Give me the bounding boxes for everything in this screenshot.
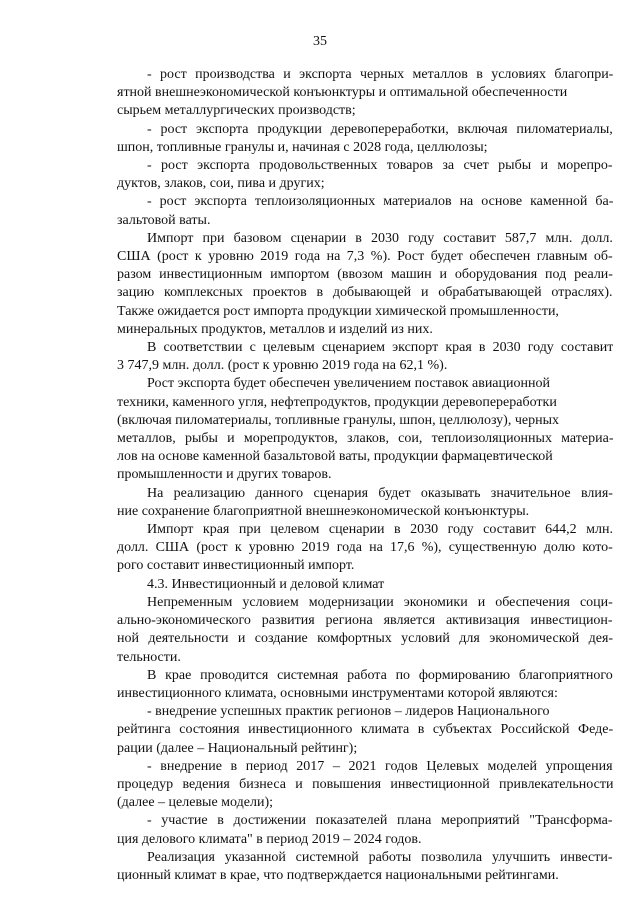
text-line: разом инвестиционным импортом (ввозом машин и оборудования под реали- (117, 267, 613, 283)
paragraph (117, 193, 613, 229)
text-line: (далее – целевые модели); (117, 795, 273, 811)
page-number: 35 (313, 34, 327, 49)
paragraph (117, 667, 613, 703)
text-line: Реализация указанной системной работы позволила улучшить инвести- (147, 849, 613, 865)
text-line: минеральных продуктов, металлов и изделий из них. (117, 321, 433, 337)
text-line: Импорт при базовом сценарии в 2030 году составит 587,7 млн. долл. (147, 230, 613, 246)
text-line: ние сохранение благоприятной внешнеэкономической конъюнктуры. (117, 503, 530, 519)
paragraph (117, 849, 613, 885)
paragraph (117, 521, 613, 576)
text-line: - рост производства и экспорта черных металлов в условиях благопри- (147, 67, 613, 82)
text-line: - рост экспорта теплоизоляционных материалов на основе каменной ба- (147, 194, 613, 210)
text-line: лов на основе каменной базальтовой ваты, продукции фармацевтической (117, 449, 553, 465)
text-line: ционный климат в крае, что подтверждается национальными рейтингами. (117, 867, 559, 883)
paragraph (117, 758, 613, 813)
paragraph (117, 339, 613, 375)
text-line: долл. США (рост к уровню 2019 года на 17,6 %), существенную долю кото- (117, 540, 613, 556)
text-line: зацию комплексных проектов в добывающей и обрабатывающей отраслях). (117, 285, 613, 301)
text-line: 4.3. Инвестиционный и деловой климат (147, 576, 385, 592)
text-line: Рост экспорта будет обеспечен увеличением поставок авиационной (147, 376, 550, 392)
paragraph (117, 576, 613, 594)
text-line: техники, каменного угля, нефтепродуктов, продукции деревопереработки (117, 394, 557, 410)
paragraph (117, 485, 613, 521)
text-line: (включая пиломатериалы, топливные гранулы, шпон, целлюлозу), черных (117, 412, 559, 428)
text-line: тельности. (117, 649, 181, 665)
text-line: сырьем металлургических производств; (117, 103, 356, 119)
text-line: инвестиционного климата, основными инструментами которой являются: (117, 685, 558, 701)
paragraph (117, 66, 613, 121)
text-line: - участие в достижении показателей плана мероприятий "Трансформа- (147, 813, 613, 829)
text-line: ной деятельности и создание комфортных условий для экономической дея- (117, 631, 613, 647)
text-line: ально-экономического развития региона является активизация инвестицион- (117, 613, 613, 629)
paragraph (117, 703, 613, 758)
paragraph (117, 812, 613, 848)
text-line: рации (далее – Национальный рейтинг); (117, 740, 358, 756)
text-line: шпон, топливные гранулы и, начиная с 2028 года, целлюлозы; (117, 139, 488, 155)
text-line: В соответствии с целевым сценарием экспорт края в 2030 году составит (147, 340, 613, 356)
text-line: 3 747,9 млн. долл. (рост к уровню 2019 года на 62,1 %). (117, 358, 448, 374)
paragraph (117, 157, 613, 193)
text-line: В крае проводится системная работа по формированию благоприятного (147, 667, 613, 683)
text-line: США (рост к уровню 2019 года на 7,3 %). Рост будет обеспечен главным об- (117, 249, 613, 265)
text-line: рого составит инвестиционный импорт. (117, 558, 355, 574)
body-text (117, 66, 613, 885)
text-line: процедур ведения бизнеса и повышения инвестиционной привлекательности (117, 776, 613, 792)
text-line: металлов, рыбы и морепродуктов, злаков, сои, теплоизоляционных материа- (117, 431, 613, 447)
text-line: промышленности и других товаров. (117, 467, 332, 483)
text-line: На реализацию данного сценария будет оказывать значительное влия- (147, 485, 613, 501)
text-line: ция делового климата" в период 2019 – 2024 годов. (117, 831, 422, 847)
text-line: - внедрение в период 2017 – 2021 годов Целевых моделей упрощения (147, 758, 613, 774)
text-line: ятной внешнеэкономической конъюнктуры и оптимальной обеспеченности (117, 85, 568, 101)
paragraph (117, 230, 613, 339)
paragraph (117, 121, 613, 157)
text-line: - внедрение успешных практик регионов – лидеров Национального (147, 704, 550, 720)
text-line: - рост экспорта продовольственных товаров за счет рыбы и морепро- (147, 158, 613, 174)
text-line: - рост экспорта продукции деревопереработки, включая пиломатериалы, (147, 121, 613, 137)
paragraph (117, 375, 613, 484)
text-line: зальтовой ваты. (117, 212, 211, 228)
text-line: рейтинга состояния инвестиционного климата в субъектах Российской Феде- (117, 722, 613, 738)
text-line: Импорт края при целевом сценарии в 2030 году составит 644,2 млн. (147, 522, 613, 538)
text-line: дуктов, злаков, сои, пива и других; (117, 176, 325, 192)
text-line: Также ожидается рост импорта продукции химической промышленности, (117, 303, 559, 319)
paragraph (117, 594, 613, 667)
text-line: Непременным условием модернизации экономики и обеспечения соци- (147, 594, 613, 610)
